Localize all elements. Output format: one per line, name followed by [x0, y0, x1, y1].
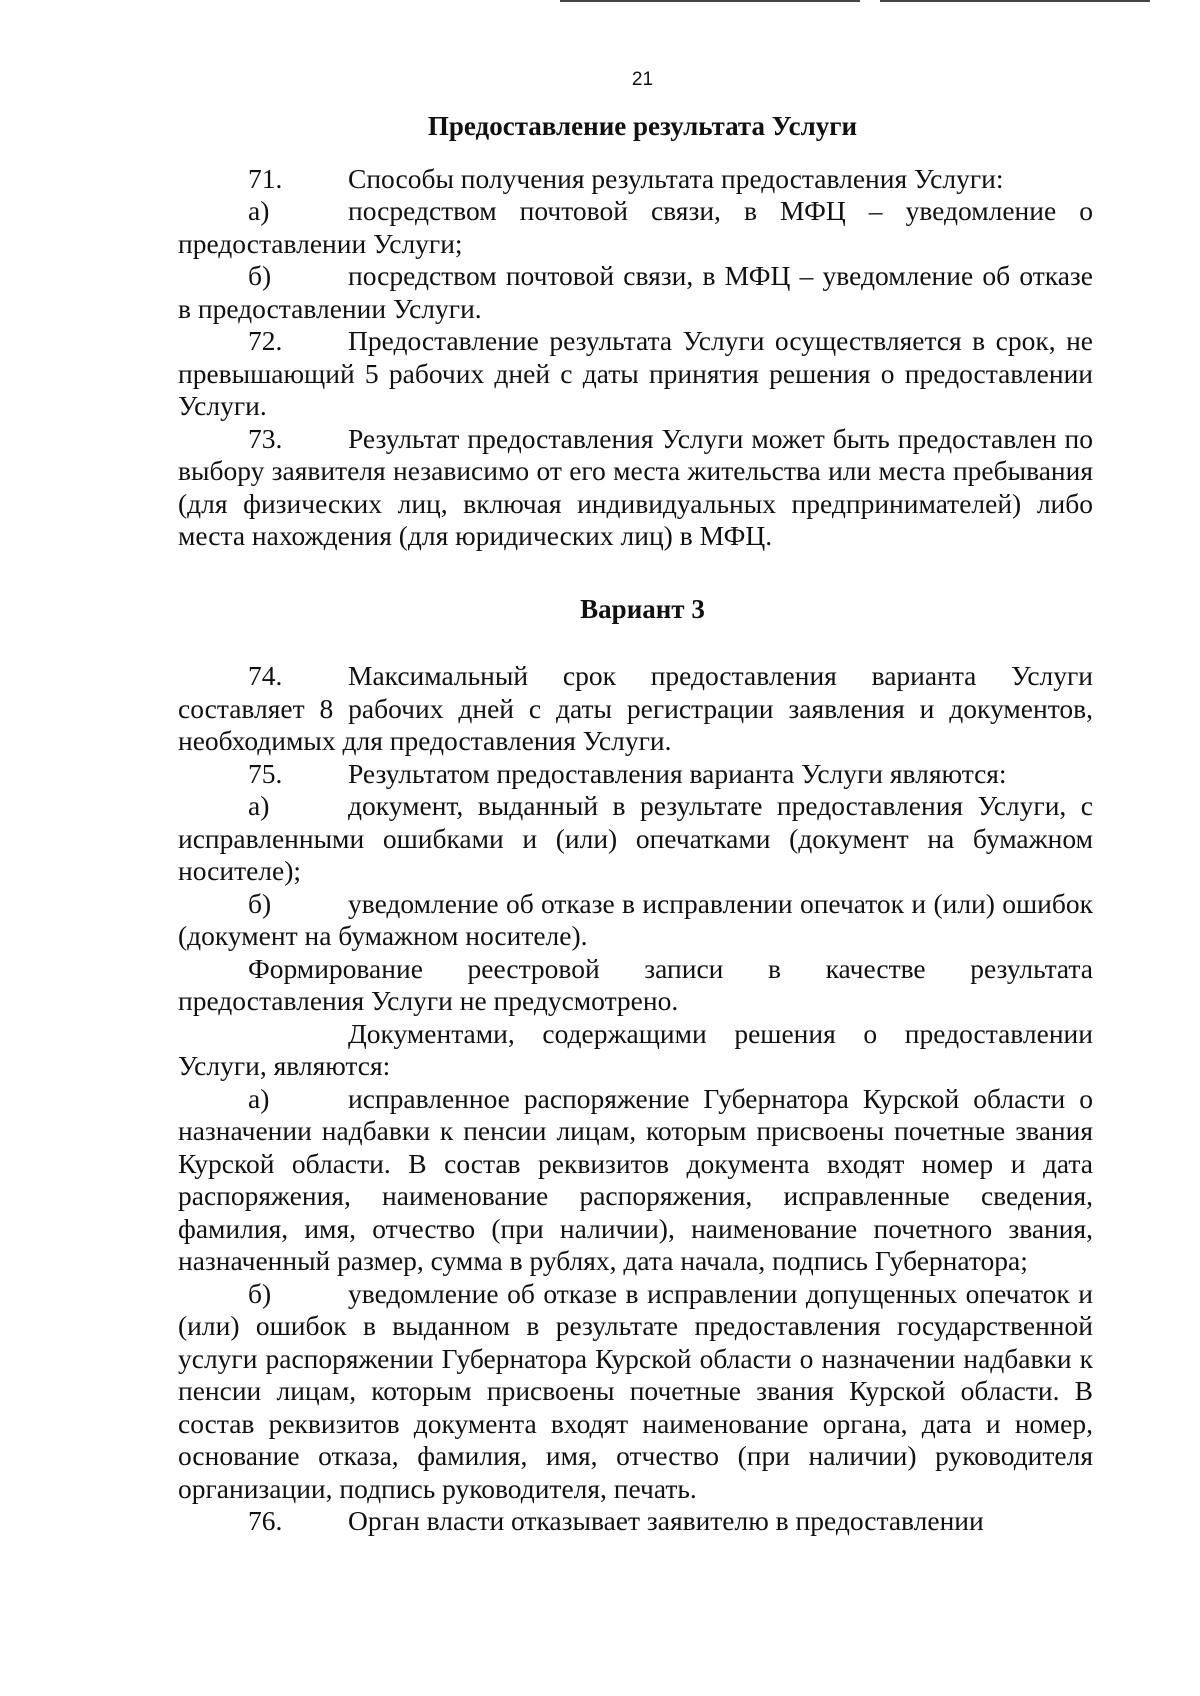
item-label: б) [248, 887, 272, 919]
paragraph-text: исправленное распоряжение Губернатора Курской области о назначении надбавки к пенсии лицам, которым присвоены почетные звания Курской области. В состав реквизитов документа входят номер и дата распоряжения, наименование распоряжения, исправленные сведения, фамилия, имя, отчество (при наличии), наименование почетного звания, назначенный размер, сумма в рублях, дата начала, подпись Губернатора; [178, 1082, 1093, 1276]
item-number: 76. [248, 1505, 283, 1536]
item-label: б) [248, 1277, 272, 1309]
paragraph-73 [178, 423, 1093, 553]
paragraph-74 [178, 660, 1093, 758]
paragraph-71-a [178, 195, 1093, 260]
item-label: б) [248, 260, 272, 291]
paragraph-doc-b [178, 1278, 1093, 1506]
paragraph-71 [178, 163, 1093, 196]
item-number: 75. [248, 757, 283, 789]
item-label: а) [248, 790, 270, 821]
paragraph-75 [178, 758, 1093, 791]
paragraph-text: Результатом предоставления варианта Услуги являются: [348, 757, 1007, 789]
paragraph-75-b [178, 888, 1093, 953]
paragraph-text: посредством почтовой связи, в МФЦ – уведомление об отказе в предоставлении Услуги. [178, 260, 1093, 324]
paragraph-text: Орган власти отказывает заявителю в предоставлении [348, 1505, 984, 1536]
paragraph-text: Результат предоставления Услуги может быть предоставлен по выбору заявителя независимо от его места жительства или места пребывания (для физических лиц, включая индивидуальных предпринимателей) либо места нахождения (для юридических лиц) в МФЦ. [178, 422, 1093, 551]
document-page [178, 68, 1093, 1538]
paragraph-text: Максимальный срок предоставления варианта Услуги составляет 8 рабочих дней с даты регистрации заявления и документов, необходимых для предоставления Услуги. [178, 660, 1093, 756]
paragraph-text: посредством почтовой связи, в МФЦ – уведомление о предоставлении Услуги; [178, 195, 1093, 259]
item-number: 71. [248, 162, 283, 194]
paragraph-doc-a [178, 1083, 1093, 1278]
page-number: 21 [631, 69, 654, 90]
scan-edge-line-left [560, 0, 860, 2]
paragraph-76 [178, 1505, 1093, 1538]
item-number: 74. [248, 660, 283, 691]
paragraph-75-a [178, 790, 1093, 888]
paragraph-text: Способы получения результата предоставления Услуги: [348, 162, 1004, 194]
paragraph-documents-intro: Документами, содержащими решения о предоставлении Услуги, являются: [178, 1017, 1093, 1081]
paragraph-text: уведомление об отказе в исправлении опечаток и (или) ошибок (документ на бумажном носителе). [178, 887, 1093, 951]
item-number: 72. [248, 325, 283, 356]
paragraph-text: документ, выданный в результате предоставления Услуги, с исправленными ошибками и (или) опечатками (документ на бумажном носителе); [178, 790, 1093, 886]
paragraph-registry: Формирование реестровой записи в качестве результата предоставления Услуги не предусмотрено. [178, 952, 1093, 1016]
paragraph-text: уведомление об отказе в исправлении допущенных опечаток и (или) ошибок в выданном в результате предоставления государственной услуги распоряжении Губернатора Курской области о назначении надбавки к пенсии лицам, которым присвоены почетные звания Курской области. В состав реквизитов документа входят наименование органа, дата и номер, основание отказа, фамилия, имя, отчество (при наличии) руководителя организации, подпись руководителя, печать. [178, 1277, 1093, 1504]
item-label: а) [248, 1082, 270, 1114]
paragraph-text: Предоставление результата Услуги осуществляется в срок, не превышающий 5 рабочих дней с даты принятия решения о предоставлении Услуги. [178, 325, 1093, 421]
section-heading-result: Предоставление результата Услуги [427, 111, 858, 141]
paragraph-71-b [178, 260, 1093, 325]
section-heading-variant: Вариант 3 [580, 593, 705, 624]
item-label: а) [248, 195, 270, 226]
scan-edge-line-right [880, 0, 1150, 2]
item-number: 73. [248, 422, 283, 454]
paragraph-72 [178, 325, 1093, 423]
